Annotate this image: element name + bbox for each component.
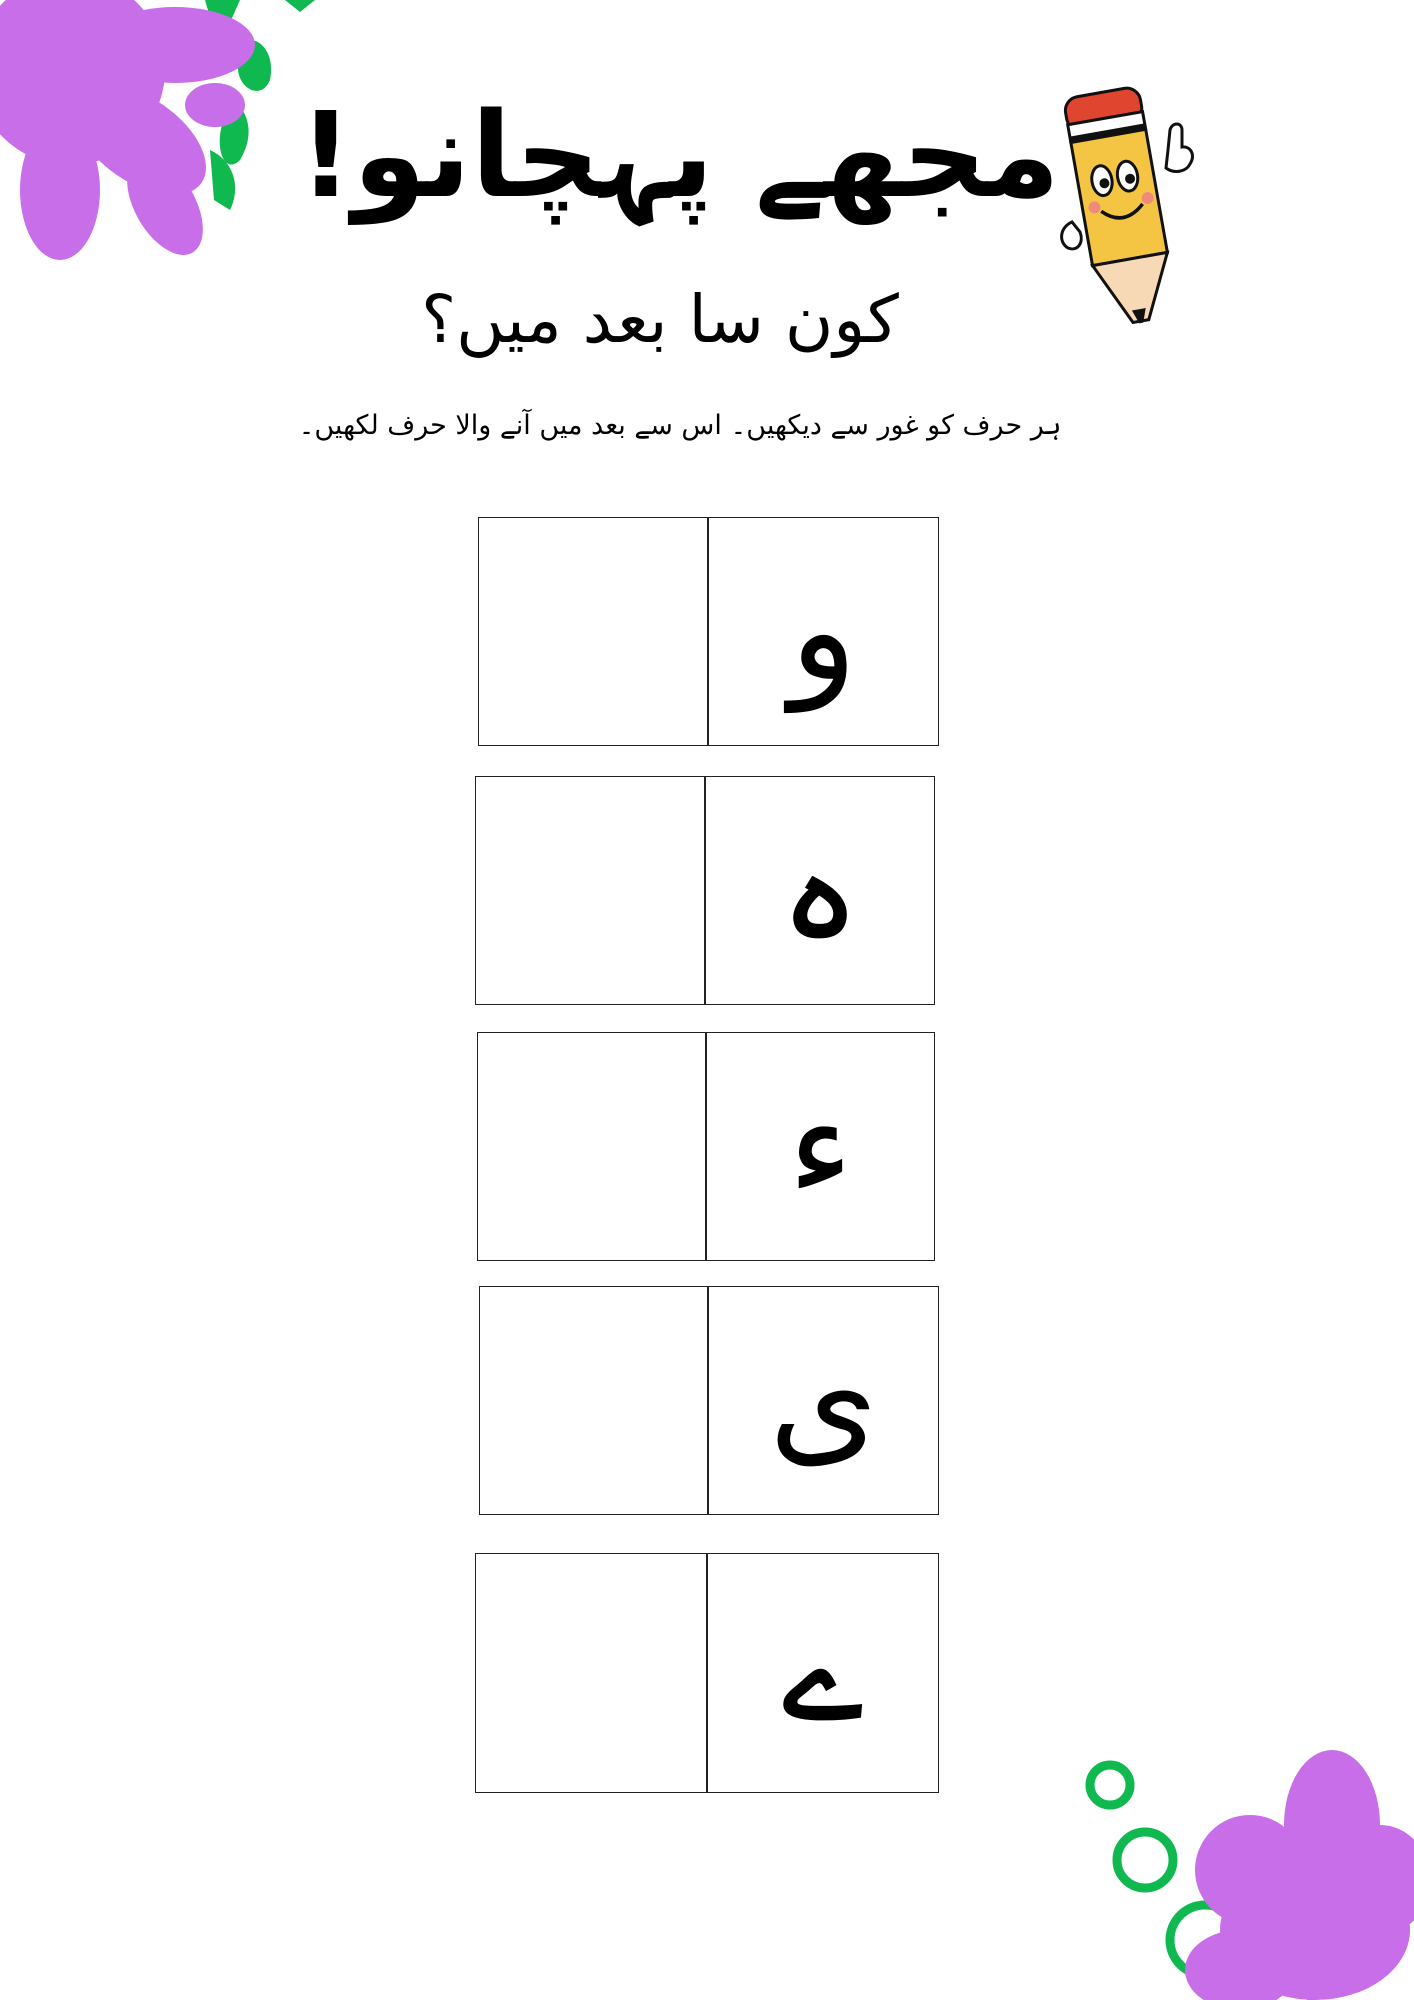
green-circles-icon bbox=[1070, 1740, 1414, 2000]
pencil-mascot-icon bbox=[1050, 72, 1200, 332]
letter-box: ی bbox=[708, 1286, 939, 1515]
answer-box[interactable] bbox=[479, 1286, 708, 1515]
answer-box[interactable] bbox=[478, 517, 708, 746]
letter-box: و bbox=[708, 517, 939, 746]
page-subtitle: کون سا بعد میں؟ bbox=[421, 281, 899, 358]
purple-flower-icon bbox=[0, 0, 320, 260]
letter-box: ے bbox=[707, 1553, 939, 1793]
letter-box: ہ bbox=[705, 776, 935, 1005]
answer-box[interactable] bbox=[477, 1032, 706, 1261]
page-title: مجھے پہچانو! bbox=[298, 86, 1060, 224]
answer-box[interactable] bbox=[475, 776, 705, 1005]
instruction-text: ہر حرف کو غور سے دیکھیں۔ اس سے بعد میں آنے والا حرف لکھیں۔ bbox=[298, 410, 1062, 441]
letter-box: ء bbox=[706, 1032, 935, 1261]
answer-box[interactable] bbox=[475, 1553, 707, 1793]
